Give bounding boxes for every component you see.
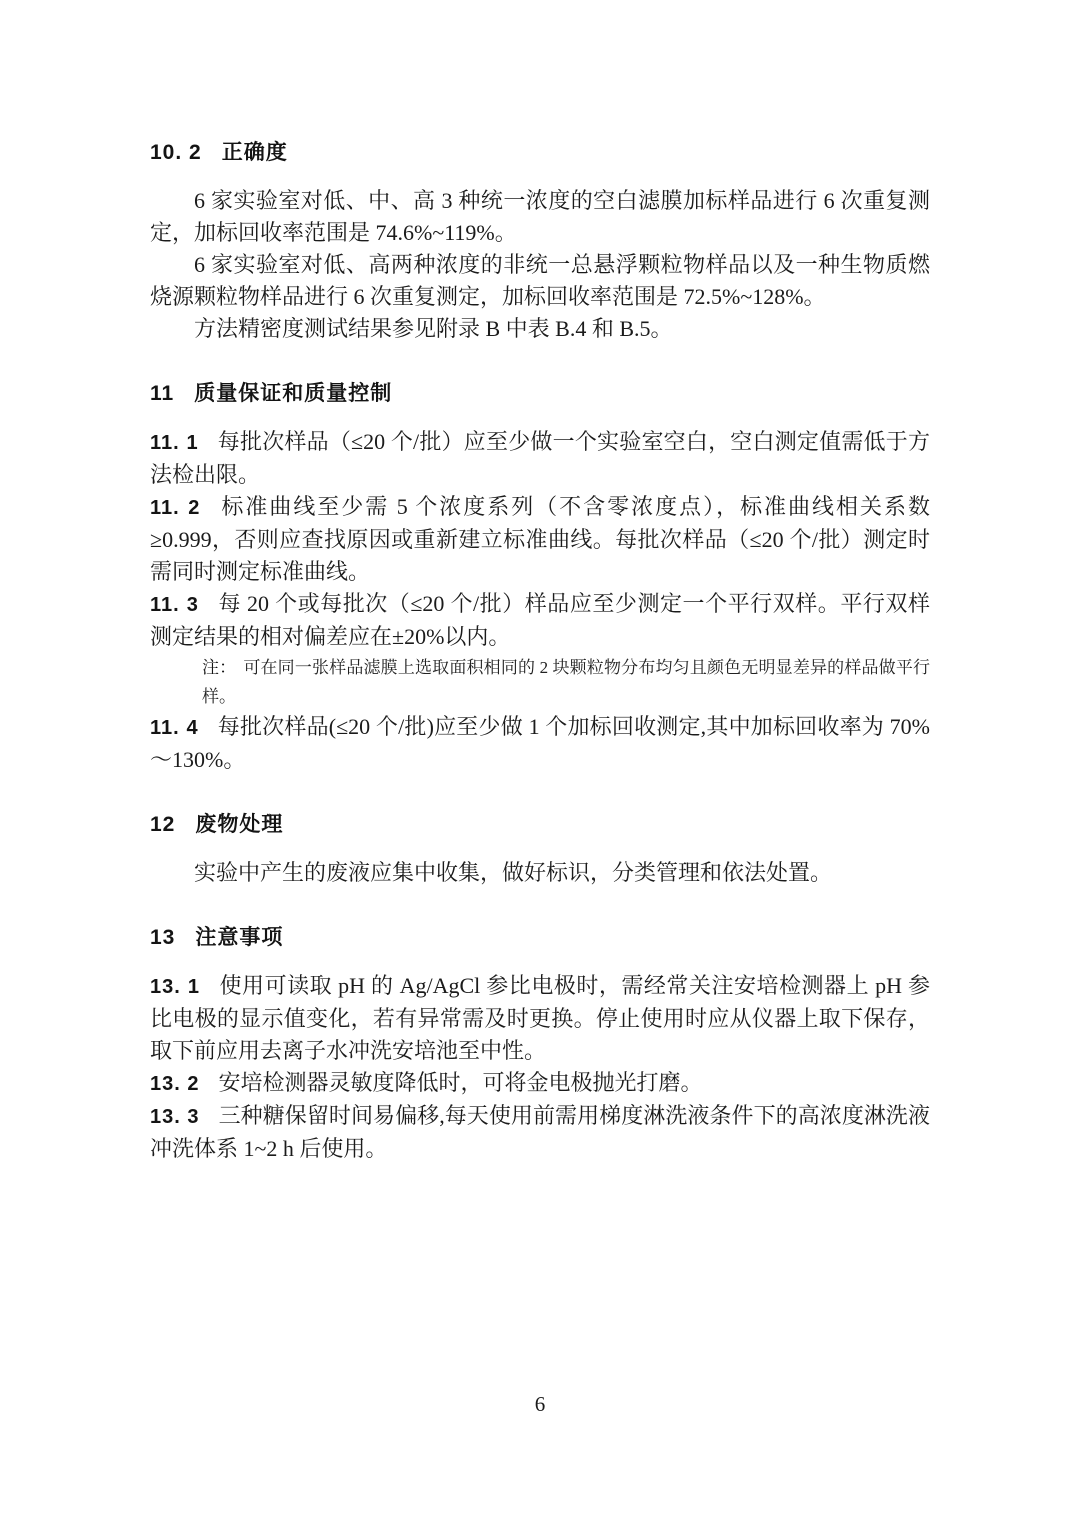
section-heading-waste-disposal <box>150 808 930 838</box>
clause-number: 13. 3 <box>150 1106 200 1128</box>
paragraph-waste-disposal: 实验中产生的废液应集中收集，做好标识，分类管理和依法处置。 <box>194 860 833 885</box>
clause-number: 11. 4 <box>150 717 199 739</box>
clause-13-2 <box>150 1067 930 1100</box>
section-number: 10. 2 <box>150 141 202 164</box>
document-content <box>150 136 930 1165</box>
clause-text: 每批次样品（≤20 个/批）应至少做一个实验室空白，空白测定值需低于方法检出限。 <box>150 429 930 487</box>
clause-text: 每 20 个或每批次（≤20 个/批）样品应至少测定一个平行双样。平行双样测定结果的相对偏差应在±20%以内。 <box>150 591 930 649</box>
page-number: 6 <box>534 1392 546 1416</box>
section-title: 废物处理 <box>195 813 284 836</box>
clause-13-3 <box>150 1100 930 1165</box>
paragraph-spike-recovery-nonuniform: 6 家实验室对低、高两种浓度的非统一总悬浮颗粒物样品以及一种生物质燃烧源颗粒物样品进行 6 次重复测定，加标回收率范围是 72.5%~128%。 <box>150 252 930 309</box>
clause-11-3-note <box>202 653 930 711</box>
section-title: 注意事项 <box>195 926 284 949</box>
section-title: 质量保证和质量控制 <box>194 382 393 405</box>
note-text: 可在同一张样品滤膜上选取面积相同的 2 块颗粒物分布均匀且颜色无明显差异的样品做平行样。 <box>202 658 931 706</box>
section-heading-accuracy <box>150 136 930 166</box>
note-label: 注： <box>202 658 237 677</box>
clause-text: 标准曲线至少需 5 个浓度系列（不含零浓度点），标准曲线相关系数≥0.999，否则应查找原因或重新建立标准曲线。每批次样品（≤20 个/批）测定时需同时测定标准曲线。 <box>150 494 930 584</box>
clause-number: 11. 2 <box>150 497 201 519</box>
clause-number: 11. 3 <box>150 594 199 616</box>
clause-11-2 <box>150 491 930 588</box>
clause-text: 三种糖保留时间易偏移,每天使用前需用梯度淋洗液条件下的高浓度淋洗液冲洗体系 1~2 h 后使用。 <box>150 1103 930 1161</box>
clause-13-1 <box>150 970 930 1067</box>
clause-11-4 <box>150 711 930 776</box>
clause-number: 13. 1 <box>150 976 201 998</box>
clause-number: 13. 2 <box>150 1073 200 1095</box>
section-title: 正确度 <box>221 141 288 164</box>
clause-number: 11. 1 <box>150 432 199 454</box>
paragraph-precision-reference: 方法精密度测试结果参见附录 B 中表 B.4 和 B.5。 <box>194 316 673 341</box>
clause-text: 安培检测器灵敏度降低时，可将金电极抛光打磨。 <box>218 1070 703 1095</box>
section-number: 13 <box>150 926 176 949</box>
section-number: 11 <box>150 382 175 405</box>
clause-text: 使用可读取 pH 的 Ag/AgCl 参比电极时，需经常关注安培检测器上 pH 参比电极的显示值变化，若有异常需及时更换。停止使用时应从仪器上取下保存，取下前应用去离子水冲洗安培池至中性。 <box>150 973 931 1063</box>
clause-11-3 <box>150 588 930 653</box>
section-heading-precautions <box>150 921 930 951</box>
clause-11-1 <box>150 426 930 491</box>
section-heading-qa-qc <box>150 377 930 407</box>
clause-text: 每批次样品(≤20 个/批)应至少做 1 个加标回收测定,其中加标回收率为 70%～130%。 <box>150 714 930 772</box>
section-number: 12 <box>150 813 176 836</box>
paragraph-spike-recovery-uniform: 6 家实验室对低、中、高 3 种统一浓度的空白滤膜加标样品进行 6 次重复测定，加标回收率范围是 74.6%~119%。 <box>150 188 930 245</box>
